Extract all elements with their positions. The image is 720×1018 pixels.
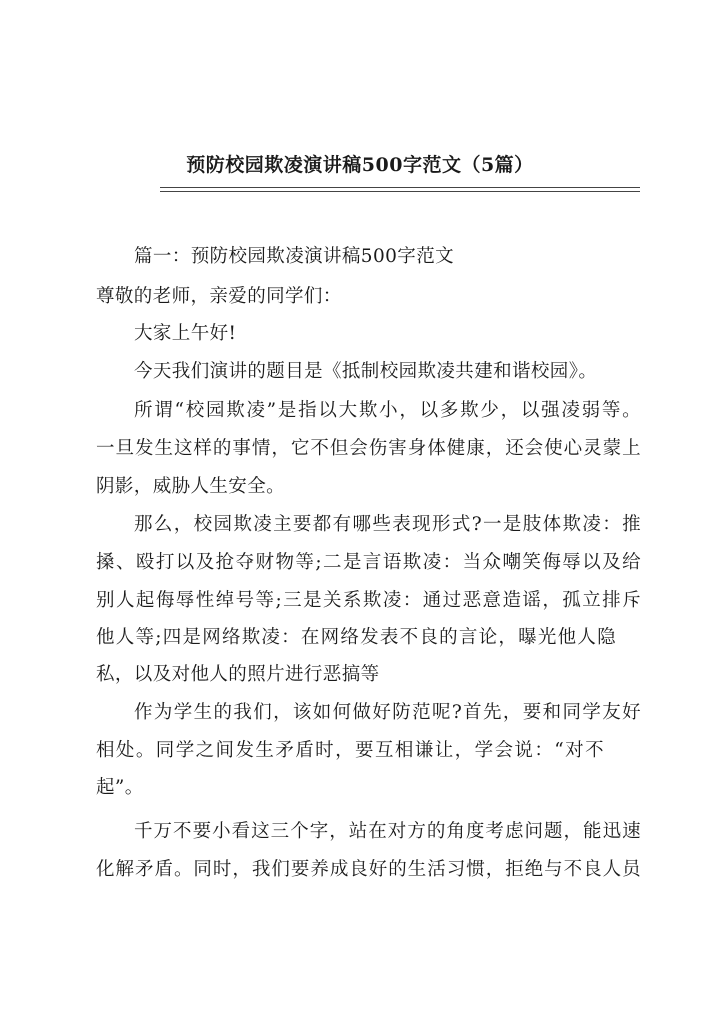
paragraph-line: 今天我们演讲的题目是《抵制校园欺凌共建和谐校园》。 [134,361,598,382]
paragraph-line: 私，以及对他人的照片进行恶搞等 [96,664,380,685]
greeting-line: 大家上午好! [134,323,237,344]
paragraph-line: 相处。同学之间发生矛盾时，要互相谦让，学会说：“对不 [96,740,604,761]
paragraph-line: 别人起侮辱性绰号等;三是关系欺凌：通过恶意造谣，孤立排斥 [96,590,641,611]
paragraph-line: 阴影，威胁人生安全。 [96,476,286,497]
paragraph-line: 所谓“校园欺凌”是指以大欺小，以多欺少，以强凌弱等。 [134,400,641,421]
paragraph-line: 作为学生的我们，该如何做好防范呢?首先，要和同学友好 [134,702,641,723]
section-heading: 篇一：预防校园欺凌演讲稿500字范文 [134,246,455,267]
paragraph-line: 那么，校园欺凌主要都有哪些表现形式?一是肢体欺凌：推 [134,514,641,535]
paragraph-line: 他人等;四是网络欺凌：在网络发表不良的言论，曝光他人隐 [96,627,616,648]
paragraph-line: 化解矛盾。同时，我们要养成良好的生活习惯，拒绝与不良人员 [96,859,641,880]
document-title: 预防校园欺凌演讲稿500字范文（5篇） [186,154,534,176]
paragraph-line: 起”。 [96,777,144,798]
paragraph-line: 千万不要小看这三个字，站在对方的角度考虑问题，能迅速 [134,821,641,842]
paragraph-line: 一旦发生这样的事情，它不但会伤害身体健康，还会使心灵蒙上 [96,438,641,459]
title-divider [160,187,640,192]
paragraph-line: 搡、殴打以及抢夺财物等;二是言语欺凌：当众嘲笑侮辱以及给 [96,552,641,573]
salutation-line: 尊敬的老师，亲爱的同学们： [96,286,342,307]
